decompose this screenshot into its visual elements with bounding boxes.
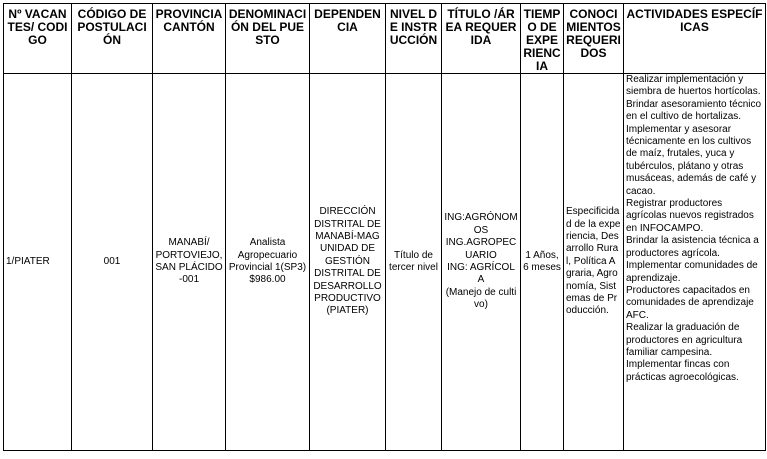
actividad-item: Brindar la asistencia técnica a productores agrícola. [626,235,759,259]
cell-tiempo: 1 Años, 6 meses [521,74,564,451]
actividad-item: Implementar y asesorar técnicamente en los cultivos de maíz, frutales, yuca y tubérculos, plátano y otras musáceas, además de café y cacao. [626,123,757,197]
vacancy-table [3,3,766,451]
header-denominacion: DENOMINACIÓN DEL PUESTO [226,4,310,74]
header-dependencia: DEPENDENCIA [310,4,386,74]
titulo-line: (Manejo de cultivo) [445,286,517,311]
header-codigo: CÓDIGO DE POSTULACIÓN [72,4,153,74]
header-tiempo: TIEMPO DE EXPERIENCIA [521,4,564,74]
cell-titulo [442,74,521,451]
titulo-line: ING.AGROPECUARIO [445,237,517,261]
cell-actividades [624,74,766,451]
actividad-item: Implementar fincas con prácticas agroecológicas. [626,359,739,383]
header-vacante: Nº VACANTES/ CODIGO [4,4,72,74]
actividad-item: Brindar asesoramiento técnico en el cultivo de hortalizas. [626,98,762,123]
cell-conocimientos: Especificidad de la experiencia, Desarrollo Rural, Política Agraria, Agronomía, Sistemas de Producción. [564,74,624,451]
cell-provincia: MANABÍ/ PORTOVIEJO, SAN PLÁCIDO -001 [153,74,226,451]
header-nivel: NIVEL DE INSTRUCCIÓN [386,4,442,74]
cell-codigo: 001 [72,74,153,451]
actividad-item: Productores capacitados en comunidades de aprendizaje AFC. [626,284,754,321]
actividad-item: Implementar comunidades de aprendizaje. [626,260,758,284]
cell-nivel: Título de tercer nivel [386,74,442,451]
cell-vacante: 1/PIATER [4,74,72,451]
actividad-item: Registrar productores agrícolas nuevos registrados en INFOCAMPO. [626,198,754,234]
actividad-item: Realizar la graduación de productores en agricultura familiar campesina. [626,322,743,358]
titulo-line: ING:AGRÓNOMOS [444,212,518,236]
cell-denominacion: Analista Agropecuario Provincial 1(SP3) $986.00 [226,74,310,451]
cell-dependencia: DIRECCIÓN DISTRITAL DE MANABÍ-MAG UNIDAD DE GESTIÓN DISTRITAL DE DESARROLLO PRODUCTIVO (PIATER) [310,74,386,451]
header-titulo: TÍTULO /ÁREA REQUERIDA [442,4,521,74]
table-row [4,74,766,451]
header-conocimientos: CONOCIMIENTOS REQUERIDOS [564,4,624,74]
titulo-line: ING: AGRÍCOLA [447,262,515,286]
header-provincia: PROVINCIA CANTÓN [153,4,226,74]
header-actividades: ACTIVIDADES ESPECÍFICAS [624,4,766,74]
actividad-item: Realizar implementación y siembra de huertos hortícolas. [626,74,761,98]
header-row [4,4,766,74]
